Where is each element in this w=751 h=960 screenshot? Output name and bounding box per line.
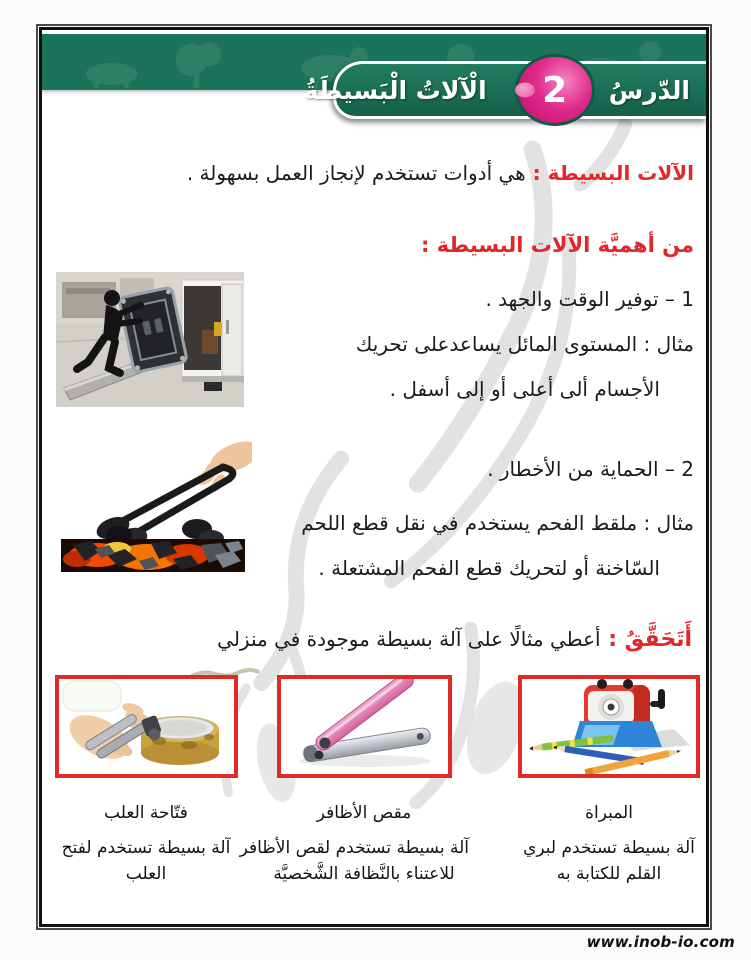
card-desc-nail-clippers-line2: للاعتناء بالنَّظافة الشَّخصيَّة — [273, 864, 455, 884]
tongs-photo — [55, 437, 252, 577]
ramp-photo — [56, 272, 244, 407]
caption-can-opener — [41, 800, 251, 887]
card-frame-pencil-sharpener — [518, 675, 700, 778]
check-label: أَتَحَقَّقُ : — [600, 627, 692, 652]
card-title-can-opener: فتّاحة العلب — [104, 803, 188, 823]
card-desc-can-opener-line1: آلة بسيطة تستخدم لفتح — [61, 838, 231, 858]
lesson-number-badge — [515, 54, 595, 126]
nail-clippers-illustration — [281, 679, 448, 774]
card-desc-pencil-sharpener-line2: القلم للكتابة به — [556, 864, 662, 884]
check-text: أعطي مثالًا على آلة بسيطة موجودة في منزلي — [217, 627, 601, 651]
point-2-example-line1: مثال : ملقط الفحم يستخدم في نقل قطع اللحم — [301, 511, 694, 535]
check-line — [217, 627, 692, 652]
importance-point-2 — [301, 447, 694, 591]
card-frame-can-opener — [55, 675, 238, 778]
point-2-title: 2 – الحماية من الأخطار . — [487, 457, 694, 481]
card-desc-can-opener-line2: العلب — [125, 864, 167, 884]
card-desc-nail-clippers-line1: آلة بسيطة تستخدم لقص الأظافر — [239, 838, 469, 858]
definition-text: هي أدوات تستخدم لإنجاز العمل بسهولة . — [186, 161, 526, 185]
site-watermark: www.inob-io.com — [586, 933, 735, 951]
caption-nail-clippers — [239, 800, 469, 887]
card-frame-nail-clippers — [277, 675, 452, 778]
point-1-title: 1 – توفير الوقت والجهد . — [485, 287, 694, 311]
page-border-frame — [36, 24, 712, 930]
lesson-number: 2 — [542, 69, 568, 111]
caption-pencil-sharpener — [504, 800, 709, 887]
badge-highlight-dot — [515, 83, 535, 98]
man-pushing-case-up-ramp-illustration — [56, 272, 244, 407]
card-title-nail-clippers: مقص الأظافر — [316, 803, 412, 823]
card-title-pencil-sharpener: المبراة — [585, 803, 633, 823]
point-2-example-line2: السّاخنة أو لتحريك قطع الفحم المشتعلة . — [318, 556, 660, 580]
page-content-area — [39, 27, 709, 927]
coal-tongs-over-coals-illustration — [55, 437, 252, 577]
card-desc-pencil-sharpener-line1: آلة بسيطة تستخدم لبري — [523, 838, 695, 858]
importance-point-1 — [356, 277, 694, 412]
importance-heading: من أهميَّة الآلات البسيطة : — [420, 233, 694, 257]
definition-term: الآلات البسيطة : — [525, 161, 694, 185]
point-1-example-line1: مثال : المستوى المائل يساعدعلى تحريك — [355, 332, 694, 356]
lesson-title-tab — [303, 61, 706, 119]
point-1-example-line2: الأجسام ألى أعلى أو إلى أسفل . — [389, 377, 660, 401]
can-opener-illustration — [59, 679, 234, 774]
lesson-title: الْآلاتُ الْبَسيطَةُ — [303, 75, 487, 105]
pencil-sharpener-illustration — [522, 679, 696, 774]
definition-line — [187, 161, 694, 185]
lesson-label: الدّرسُ — [608, 75, 690, 105]
